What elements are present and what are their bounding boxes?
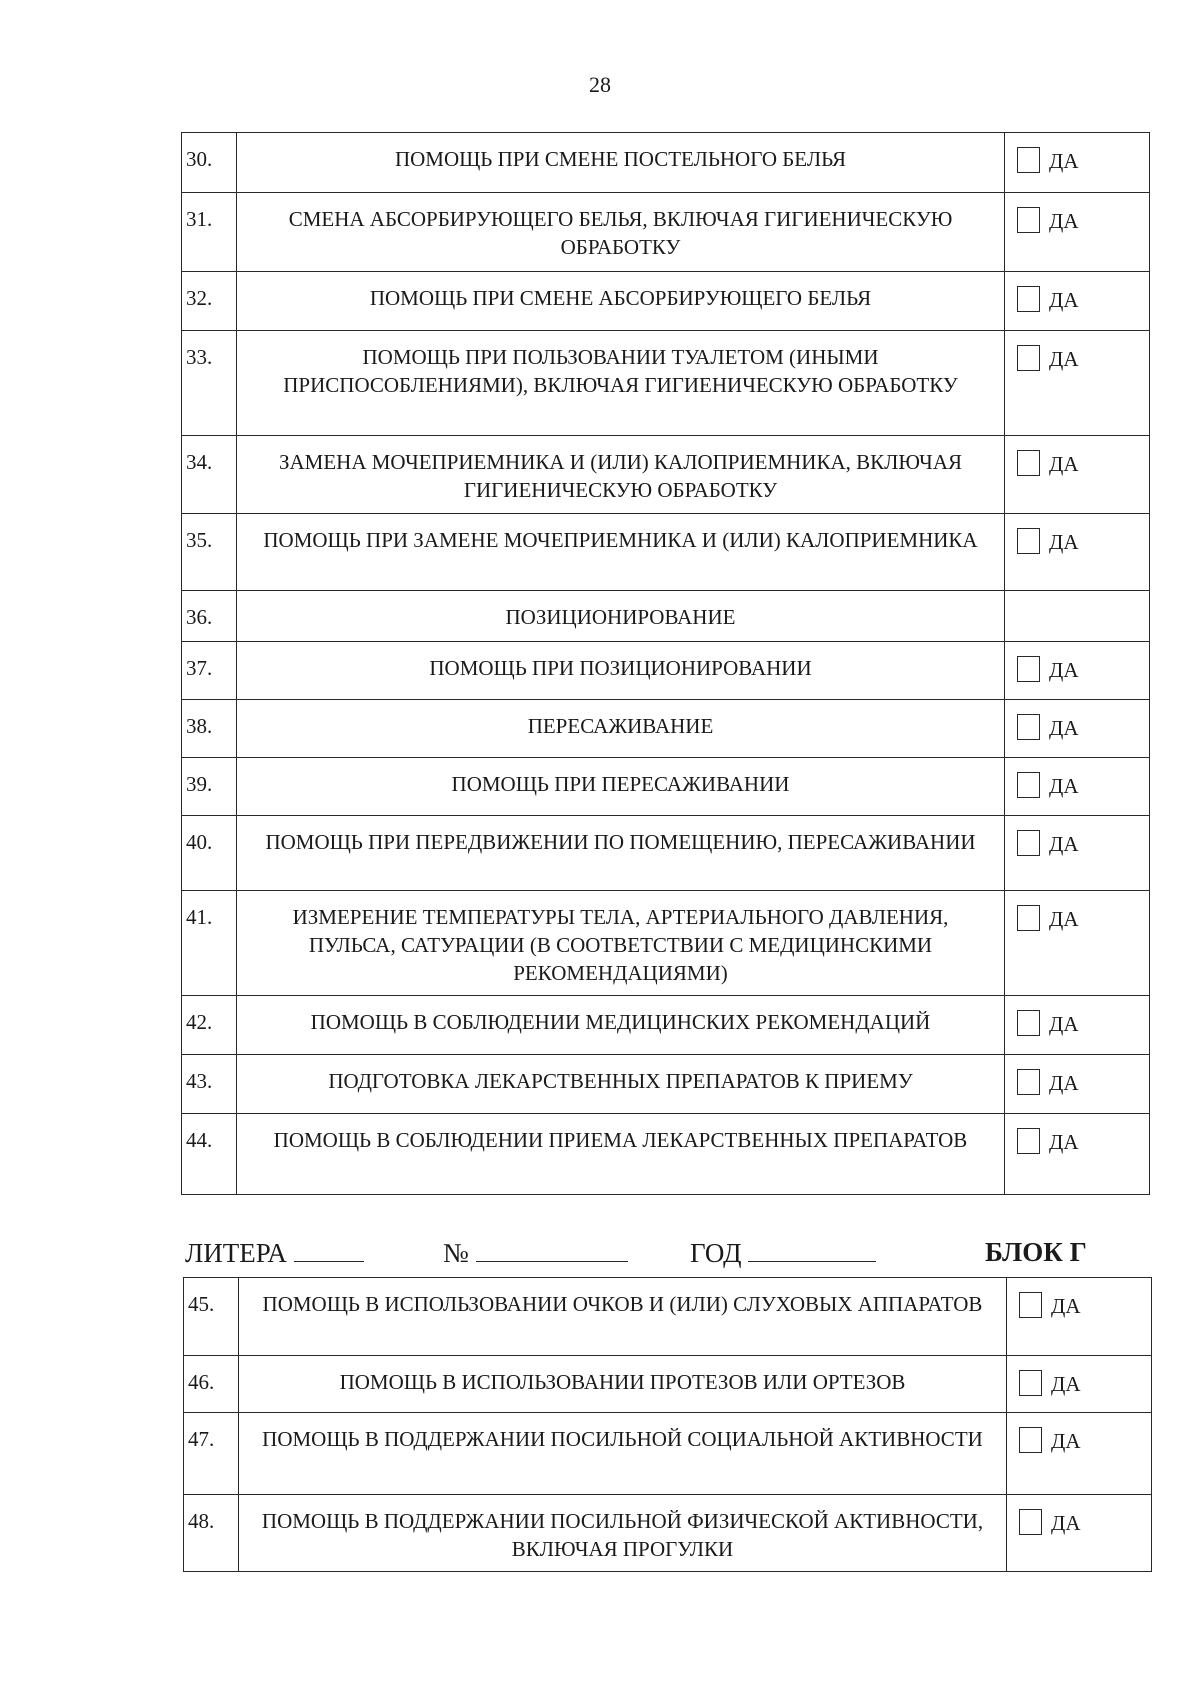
yes-label: ДА <box>1049 149 1079 173</box>
answer-cell <box>1005 1114 1150 1195</box>
yes-label: ДА <box>1049 907 1079 931</box>
table-row <box>182 816 1150 891</box>
service-description: ПЕРЕСАЖИВАНИЕ <box>237 700 1005 758</box>
yes-checkbox[interactable] <box>1017 714 1040 740</box>
answer-cell <box>1005 133 1150 193</box>
yes-label: ДА <box>1049 1130 1079 1154</box>
yes-label: ДА <box>1049 530 1079 554</box>
service-description: ПОМОЩЬ ПРИ ЗАМЕНЕ МОЧЕПРИЕМНИКА И (ИЛИ) КАЛОПРИЕМНИКА <box>237 514 1005 591</box>
block-label: БЛОК Г <box>985 1237 1087 1267</box>
table-row <box>182 436 1150 514</box>
answer-cell <box>1005 1055 1150 1114</box>
row-number: 31. <box>182 193 237 272</box>
litera-label: ЛИТЕРА <box>185 1238 287 1268</box>
year-blank[interactable] <box>748 1237 876 1262</box>
yes-checkbox[interactable] <box>1019 1509 1042 1535</box>
answer-cell <box>1005 642 1150 700</box>
service-description: ПОМОЩЬ ПРИ ПОЛЬЗОВАНИИ ТУАЛЕТОМ (ИНЫМИ ПРИСПОСОБЛЕНИЯМИ), ВКЛЮЧАЯ ГИГИЕНИЧЕСКУЮ ОБРАБОТКУ <box>237 331 1005 436</box>
yes-label: ДА <box>1049 452 1079 476</box>
number-blank[interactable] <box>476 1237 628 1262</box>
year-field <box>690 1237 876 1269</box>
block-header <box>185 1237 1100 1273</box>
table-row <box>182 642 1150 700</box>
service-description: ПОМОЩЬ ПРИ СМЕНЕ АБСОРБИРУЮЩЕГО БЕЛЬЯ <box>237 272 1005 331</box>
yes-checkbox[interactable] <box>1017 772 1040 798</box>
row-number: 45. <box>184 1278 239 1356</box>
yes-label: ДА <box>1049 716 1079 740</box>
row-number: 44. <box>182 1114 237 1195</box>
yes-label: ДА <box>1049 1012 1079 1036</box>
row-number: 38. <box>182 700 237 758</box>
row-number: 36. <box>182 591 237 642</box>
service-description: ПОЗИЦИОНИРОВАНИЕ <box>237 591 1005 642</box>
yes-checkbox[interactable] <box>1017 830 1040 856</box>
litera-field <box>185 1237 364 1269</box>
row-number: 48. <box>184 1495 239 1572</box>
yes-label: ДА <box>1049 832 1079 856</box>
answer-cell <box>1005 996 1150 1055</box>
yes-label: ДА <box>1051 1511 1081 1535</box>
yes-checkbox[interactable] <box>1019 1370 1042 1396</box>
table-row <box>182 331 1150 436</box>
service-description: ПОМОЩЬ ПРИ СМЕНЕ ПОСТЕЛЬНОГО БЕЛЬЯ <box>237 133 1005 193</box>
table-row <box>182 272 1150 331</box>
service-description: ПОМОЩЬ В СОБЛЮДЕНИИ МЕДИЦИНСКИХ РЕКОМЕНДАЦИЙ <box>237 996 1005 1055</box>
row-number: 34. <box>182 436 237 514</box>
answer-cell <box>1007 1278 1152 1356</box>
yes-checkbox[interactable] <box>1017 1128 1040 1154</box>
row-number: 43. <box>182 1055 237 1114</box>
table-row <box>184 1495 1152 1572</box>
row-number: 39. <box>182 758 237 816</box>
year-label: ГОД <box>690 1238 742 1268</box>
yes-checkbox[interactable] <box>1017 286 1040 312</box>
table-row <box>182 514 1150 591</box>
answer-cell <box>1005 436 1150 514</box>
yes-label: ДА <box>1049 209 1079 233</box>
yes-label: ДА <box>1049 347 1079 371</box>
yes-checkbox[interactable] <box>1017 345 1040 371</box>
number-field <box>443 1237 628 1269</box>
yes-checkbox[interactable] <box>1017 656 1040 682</box>
services-table-1 <box>181 132 1150 1195</box>
yes-checkbox[interactable] <box>1017 450 1040 476</box>
service-description: ПОМОЩЬ ПРИ ПЕРЕДВИЖЕНИИ ПО ПОМЕЩЕНИЮ, ПЕРЕСАЖИВАНИИ <box>237 816 1005 891</box>
yes-label: ДА <box>1049 288 1079 312</box>
table-row <box>184 1356 1152 1413</box>
answer-cell <box>1005 891 1150 996</box>
service-description: ПОМОЩЬ ПРИ ПЕРЕСАЖИВАНИИ <box>237 758 1005 816</box>
yes-checkbox[interactable] <box>1019 1427 1042 1453</box>
row-number: 32. <box>182 272 237 331</box>
answer-cell <box>1005 758 1150 816</box>
row-number: 30. <box>182 133 237 193</box>
table-row <box>184 1413 1152 1495</box>
answer-cell <box>1007 1495 1152 1572</box>
service-description: ПОМОЩЬ В ИСПОЛЬЗОВАНИИ ОЧКОВ И (ИЛИ) СЛУХОВЫХ АППАРАТОВ <box>239 1278 1007 1356</box>
table-row <box>182 891 1150 996</box>
answer-cell <box>1005 700 1150 758</box>
table-row <box>182 133 1150 193</box>
answer-cell <box>1007 1356 1152 1413</box>
service-description: ПОМОЩЬ ПРИ ПОЗИЦИОНИРОВАНИИ <box>237 642 1005 700</box>
yes-label: ДА <box>1049 1071 1079 1095</box>
yes-label: ДА <box>1051 1372 1081 1396</box>
row-number: 46. <box>184 1356 239 1413</box>
number-label: № <box>443 1238 469 1268</box>
page-number: 28 <box>589 72 611 97</box>
litera-blank[interactable] <box>294 1237 364 1262</box>
yes-label: ДА <box>1051 1294 1081 1318</box>
yes-checkbox[interactable] <box>1017 147 1040 173</box>
table-row <box>182 1114 1150 1195</box>
table-row <box>182 193 1150 272</box>
table-row <box>182 591 1150 642</box>
service-description: ЗАМЕНА МОЧЕПРИЕМНИКА И (ИЛИ) КАЛОПРИЕМНИКА, ВКЛЮЧАЯ ГИГИЕНИЧЕСКУЮ ОБРАБОТКУ <box>237 436 1005 514</box>
yes-label: ДА <box>1049 658 1079 682</box>
service-description: ПОМОЩЬ В ИСПОЛЬЗОВАНИИ ПРОТЕЗОВ ИЛИ ОРТЕЗОВ <box>239 1356 1007 1413</box>
services-table-2 <box>183 1277 1152 1572</box>
table-row <box>182 996 1150 1055</box>
yes-checkbox[interactable] <box>1017 905 1040 931</box>
answer-cell <box>1007 1413 1152 1495</box>
yes-checkbox[interactable] <box>1017 1069 1040 1095</box>
row-number: 35. <box>182 514 237 591</box>
answer-cell <box>1005 272 1150 331</box>
answer-cell <box>1005 331 1150 436</box>
yes-checkbox[interactable] <box>1017 1010 1040 1036</box>
yes-checkbox[interactable] <box>1019 1292 1042 1318</box>
service-description: ПОДГОТОВКА ЛЕКАРСТВЕННЫХ ПРЕПАРАТОВ К ПРИЕМУ <box>237 1055 1005 1114</box>
service-description: ПОМОЩЬ В СОБЛЮДЕНИИ ПРИЕМА ЛЕКАРСТВЕННЫХ ПРЕПАРАТОВ <box>237 1114 1005 1195</box>
service-description: ПОМОЩЬ В ПОДДЕРЖАНИИ ПОСИЛЬНОЙ СОЦИАЛЬНОЙ АКТИВНОСТИ <box>239 1413 1007 1495</box>
yes-label: ДА <box>1051 1429 1081 1453</box>
row-number: 41. <box>182 891 237 996</box>
service-description: ПОМОЩЬ В ПОДДЕРЖАНИИ ПОСИЛЬНОЙ ФИЗИЧЕСКОЙ АКТИВНОСТИ, ВКЛЮЧАЯ ПРОГУЛКИ <box>239 1495 1007 1572</box>
row-number: 40. <box>182 816 237 891</box>
table-row <box>182 758 1150 816</box>
table-row <box>184 1278 1152 1356</box>
yes-checkbox[interactable] <box>1017 207 1040 233</box>
service-description: СМЕНА АБСОРБИРУЮЩЕГО БЕЛЬЯ, ВКЛЮЧАЯ ГИГИЕНИЧЕСКУЮ ОБРАБОТКУ <box>237 193 1005 272</box>
answer-cell <box>1005 816 1150 891</box>
answer-cell <box>1005 514 1150 591</box>
answer-cell <box>1005 591 1150 642</box>
row-number: 47. <box>184 1413 239 1495</box>
service-description: ИЗМЕРЕНИЕ ТЕМПЕРАТУРЫ ТЕЛА, АРТЕРИАЛЬНОГО ДАВЛЕНИЯ, ПУЛЬСА, САТУРАЦИИ (В СООТВЕТСТВИИ С МЕДИЦИНСКИМИ РЕКОМЕНДАЦИЯМИ) <box>237 891 1005 996</box>
answer-cell <box>1005 193 1150 272</box>
row-number: 33. <box>182 331 237 436</box>
row-number: 37. <box>182 642 237 700</box>
yes-label: ДА <box>1049 774 1079 798</box>
yes-checkbox[interactable] <box>1017 528 1040 554</box>
row-number: 42. <box>182 996 237 1055</box>
table-row <box>182 700 1150 758</box>
table-row <box>182 1055 1150 1114</box>
